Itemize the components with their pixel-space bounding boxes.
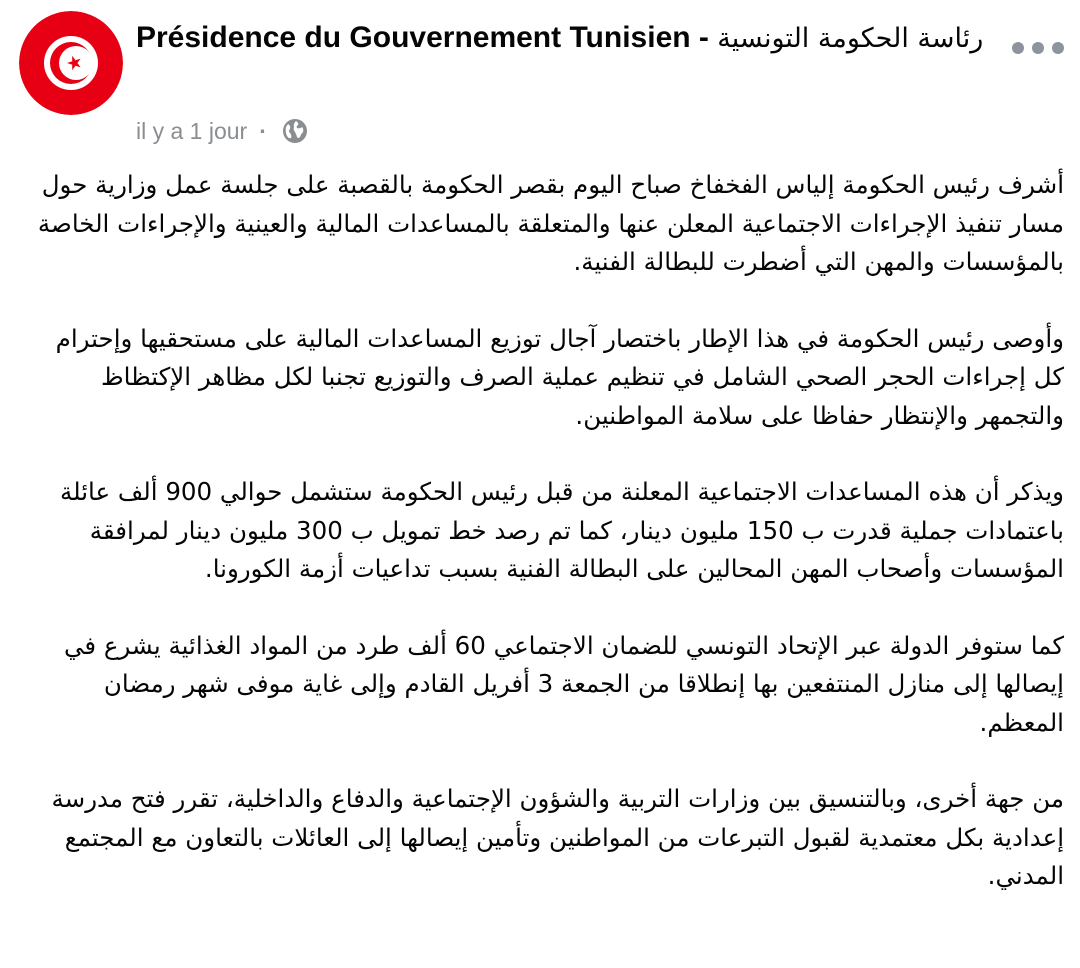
post-paragraph: كما ستوفر الدولة عبر الإتحاد التونسي للضمان الاجتماعي 60 ألف طرد من المواد الغذائية يشرع في إيصالها إلى منازل المنتفعين بها إنطلاقا من الجمعة 3 أفريل القادم وإلى غاية موفى شهر رمضان المعظم. [63, 630, 1064, 737]
post-paragraph: وأوصى رئيس الحكومة في هذا الإطار باختصار آجال توزيع المساعدات المالية على مستحقيها وإحترام كل إجراءات الحجر الصحي الشامل في تنظيم عملية الصرف والتوزيع تجنبا لكل مظاهر الإكتظاظ والتجمهر والإنتظار حفاظا على سلامة المواطنين. [55, 323, 1064, 430]
meta-separator: · [259, 117, 267, 144]
globe-icon[interactable] [281, 117, 309, 145]
page-name-fr: Présidence du Gouvernement Tunisien - [136, 21, 709, 54]
post-header [0, 0, 1080, 150]
post-timestamp[interactable]: il y a 1 jour [136, 117, 248, 144]
more-options-icon [1052, 42, 1064, 54]
post-text [34, 166, 1064, 934]
post-paragraph: من جهة أخرى، وبالتنسيق بين وزارات التربية والشؤون الإجتماعية والدفاع والداخلية، تقرر فتح مدرسة إعدادية بكل معتمدية لقبول التبرعات من المواطنين وتأمين إيصالها إلى العائلات بالتعاون مع المجتمع المدني. [51, 784, 1064, 890]
more-options-button[interactable] [1012, 33, 1064, 63]
post-meta [136, 114, 309, 148]
post-paragraph: أشرف رئيس الحكومة إلياس الفخفاخ صباح اليوم بقصر الحكومة بالقصبة على جلسة عمل وزارية حول مسار تنفيذ الإجراءات الاجتماعية المعلن عنها والمتعلقة بالمساعدات المالية والعينية والإجراءات الخاصة بالمؤسسات والمهن التي أضطرت للبطالة الفنية. [37, 170, 1064, 276]
page-name-ar: رئاسة الحكومة التونسية [717, 23, 984, 54]
tunisia-flag-icon [19, 11, 123, 115]
more-options-icon [1032, 42, 1044, 54]
page-name-link[interactable] [136, 18, 986, 59]
post-paragraph: ويذكر أن هذه المساعدات الاجتماعية المعلنة من قبل رئيس الحكومة ستشمل حوالي 900 ألف عائلة باعتمادات جملية قدرت ب 150 مليون دينار، كما تم رصد خط تمويل ب 300 مليون دينار لمرافقة المؤسسات وأصحاب المهن المحالين على البطالة الفنية بسبب تداعيات أزمة الكورونا. [59, 477, 1064, 583]
page-avatar[interactable] [19, 11, 123, 115]
more-options-icon [1012, 42, 1024, 54]
